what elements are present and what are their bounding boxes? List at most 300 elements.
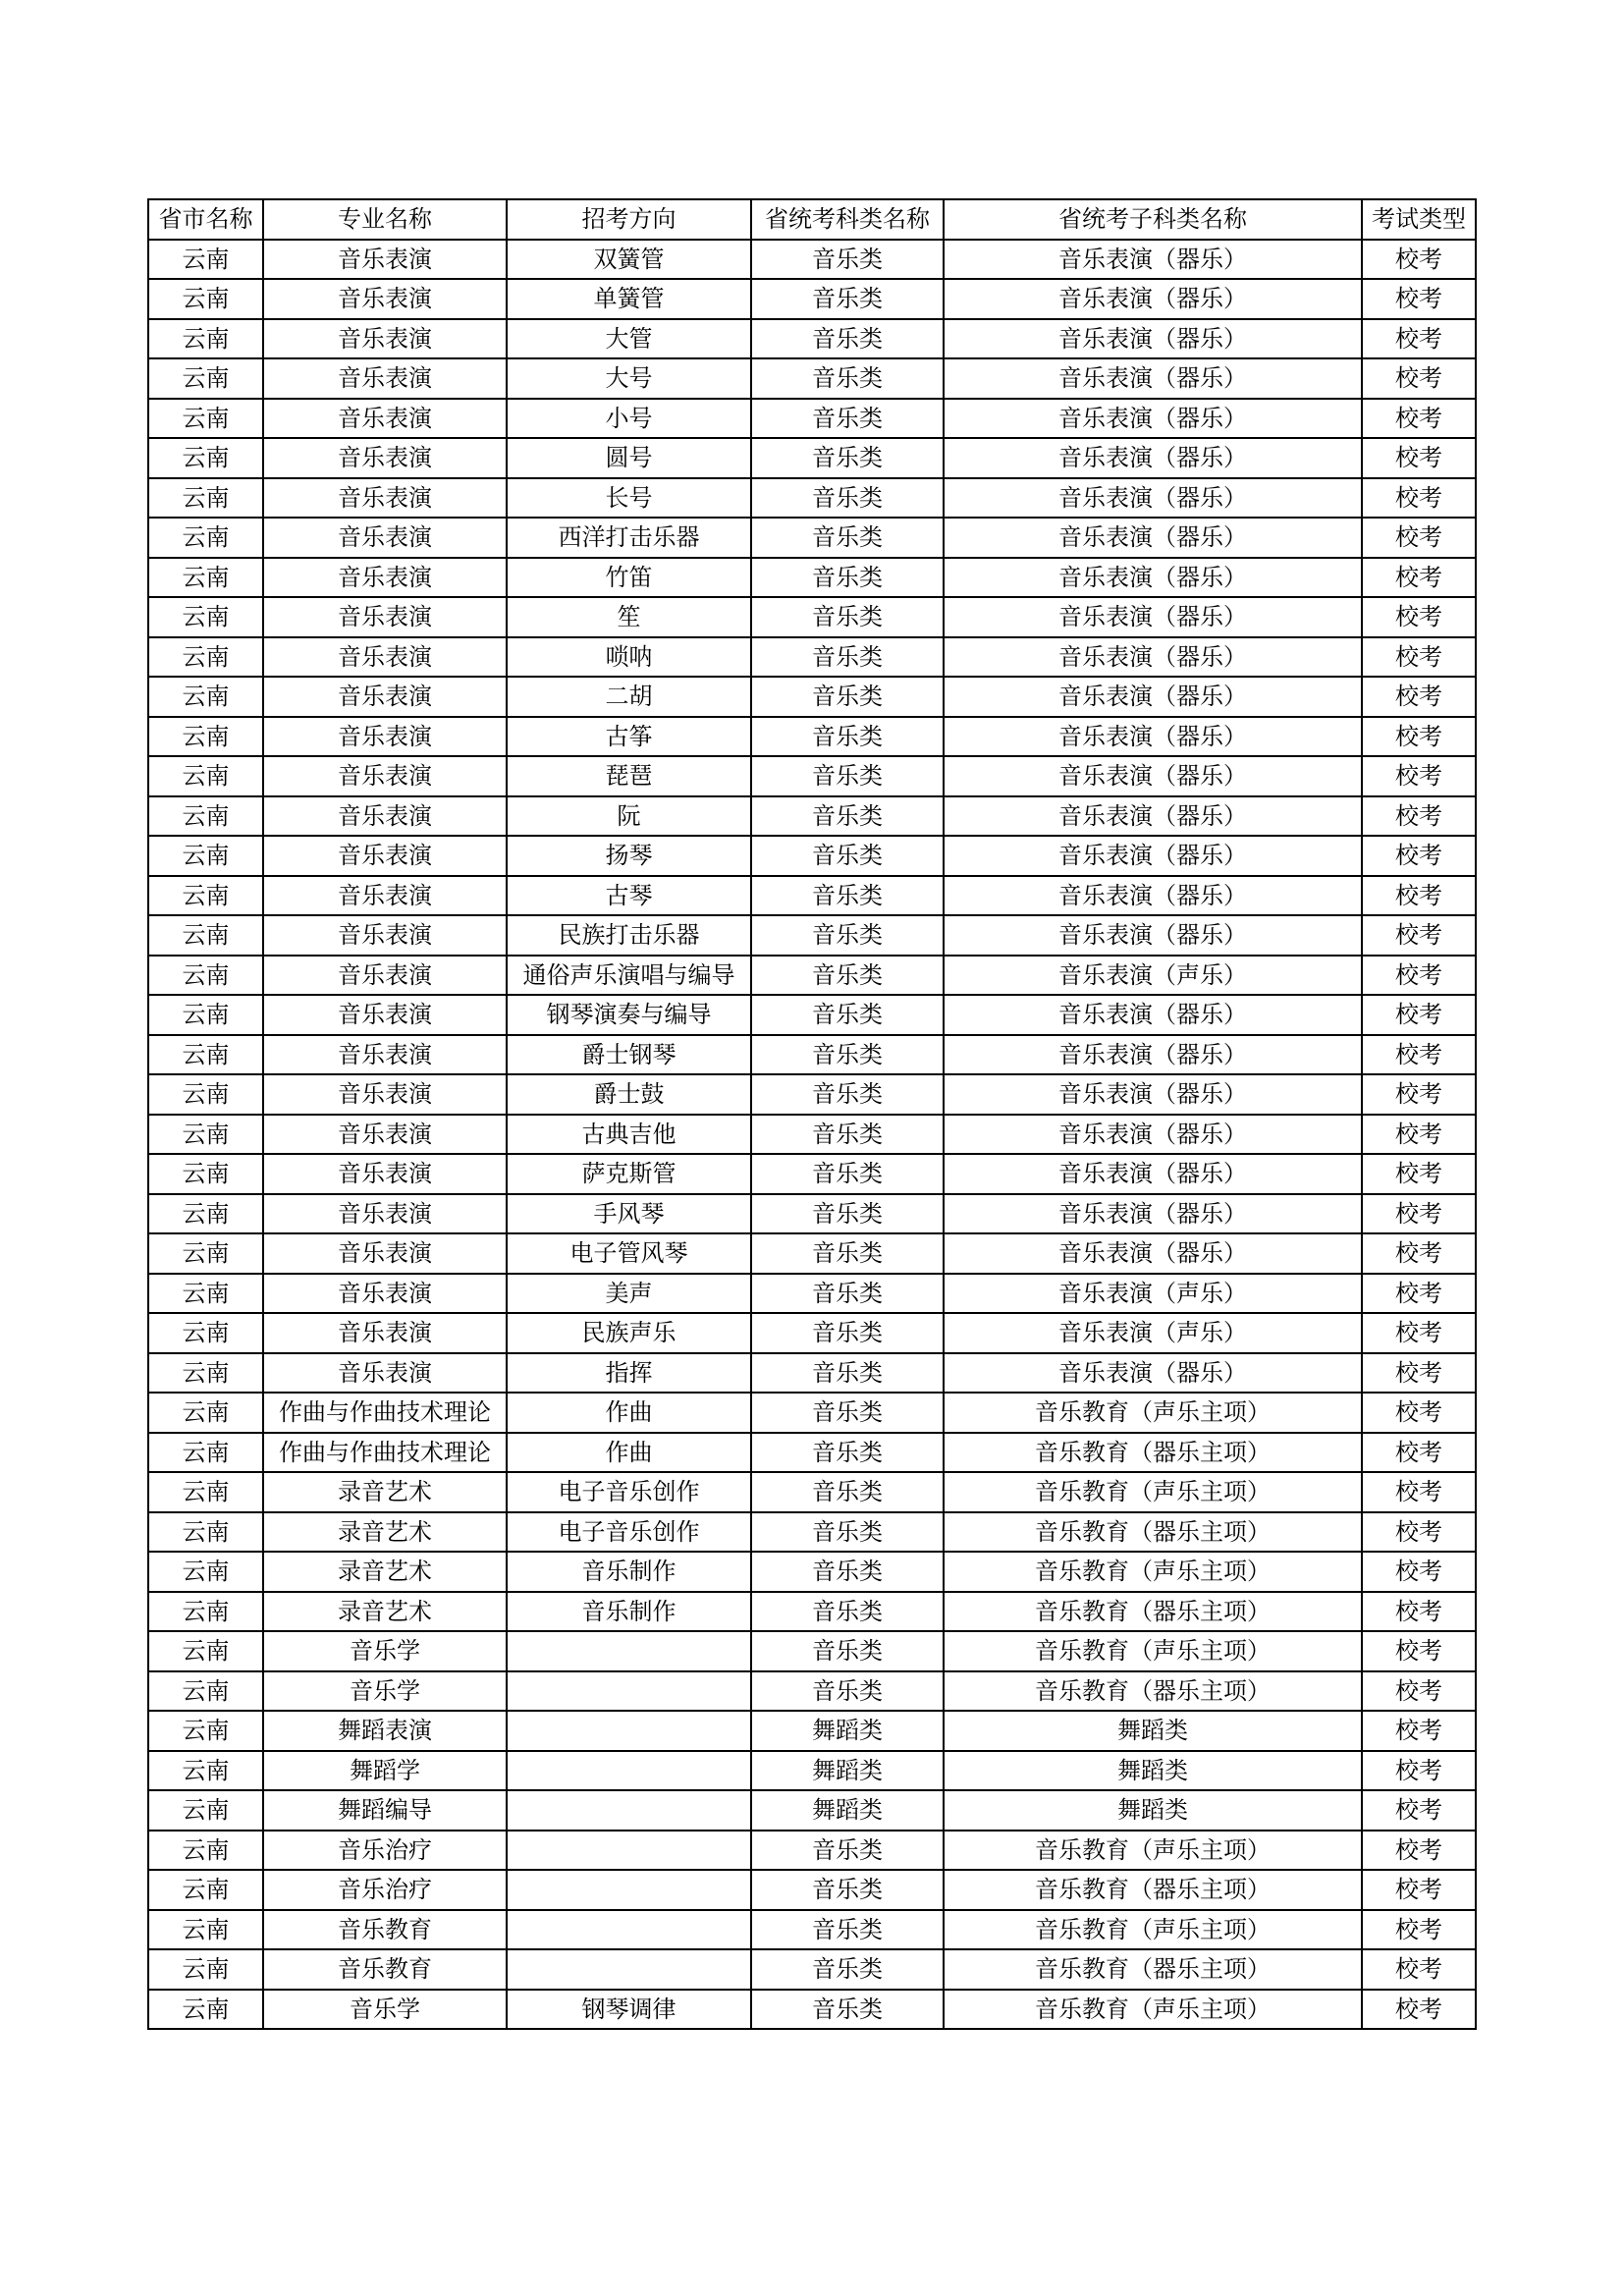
cell-exam-subcategory: 音乐教育（声乐主项） [944,1552,1362,1592]
cell-exam-type: 校考 [1362,1393,1476,1433]
cell-exam-type: 校考 [1362,438,1476,478]
cell-major: 作曲与作曲技术理论 [263,1433,507,1473]
cell-direction [507,1870,751,1910]
cell-exam-type: 校考 [1362,677,1476,717]
cell-direction: 萨克斯管 [507,1154,751,1194]
table-row [148,876,1476,916]
cell-major: 音乐表演 [263,1035,507,1075]
cell-exam-subcategory: 音乐教育（声乐主项） [944,1831,1362,1871]
cell-exam-type: 校考 [1362,1274,1476,1314]
cell-major: 音乐表演 [263,1313,507,1353]
cell-major: 音乐表演 [263,1353,507,1394]
table-row [148,717,1476,757]
cell-exam-subcategory: 音乐教育（器乐主项） [944,1671,1362,1712]
cell-major: 音乐表演 [263,836,507,876]
cell-exam-type: 校考 [1362,1790,1476,1831]
cell-exam-type: 校考 [1362,1831,1476,1871]
cell-exam-category: 音乐类 [751,597,944,637]
cell-major: 音乐表演 [263,876,507,916]
cell-major: 音乐表演 [263,1074,507,1115]
cell-province: 云南 [148,1949,263,1990]
cell-exam-type: 校考 [1362,1711,1476,1751]
cell-exam-category: 音乐类 [751,995,944,1035]
table-row [148,1313,1476,1353]
cell-major: 音乐表演 [263,1194,507,1234]
cell-direction: 音乐制作 [507,1552,751,1592]
cell-province: 云南 [148,1433,263,1473]
table-row [148,319,1476,359]
cell-province: 云南 [148,1194,263,1234]
cell-exam-type: 校考 [1362,1472,1476,1512]
cell-exam-type: 校考 [1362,1433,1476,1473]
cell-exam-type: 校考 [1362,1353,1476,1394]
cell-major: 舞蹈学 [263,1751,507,1791]
cell-exam-subcategory: 音乐表演（器乐） [944,1074,1362,1115]
cell-exam-subcategory: 音乐教育（声乐主项） [944,1990,1362,2030]
cell-direction: 通俗声乐演唱与编导 [507,956,751,996]
table-row [148,1790,1476,1831]
cell-major: 音乐表演 [263,756,507,796]
cell-exam-category: 音乐类 [751,756,944,796]
cell-exam-subcategory: 音乐表演（器乐） [944,438,1362,478]
cell-exam-type: 校考 [1362,1035,1476,1075]
cell-exam-subcategory: 音乐教育（器乐主项） [944,1592,1362,1632]
cell-exam-type: 校考 [1362,1552,1476,1592]
header-province: 省市名称 [148,199,263,240]
admissions-table [147,198,1477,2030]
cell-province: 云南 [148,1592,263,1632]
table-row [148,1074,1476,1115]
cell-exam-type: 校考 [1362,836,1476,876]
cell-exam-type: 校考 [1362,1949,1476,1990]
table-row [148,1512,1476,1553]
cell-exam-type: 校考 [1362,876,1476,916]
cell-exam-category: 音乐类 [751,1552,944,1592]
cell-exam-category: 音乐类 [751,1313,944,1353]
cell-exam-type: 校考 [1362,756,1476,796]
cell-exam-type: 校考 [1362,995,1476,1035]
cell-province: 云南 [148,1274,263,1314]
cell-direction: 电子管风琴 [507,1233,751,1274]
table-row [148,1233,1476,1274]
cell-exam-subcategory: 音乐表演（器乐） [944,836,1362,876]
table-row [148,1671,1476,1712]
cell-exam-category: 音乐类 [751,1233,944,1274]
cell-exam-category: 音乐类 [751,637,944,678]
cell-province: 云南 [148,1631,263,1671]
cell-exam-category: 音乐类 [751,717,944,757]
cell-exam-category: 音乐类 [751,1631,944,1671]
table-row [148,438,1476,478]
cell-exam-category: 音乐类 [751,1671,944,1712]
cell-exam-type: 校考 [1362,1074,1476,1115]
table-row [148,1592,1476,1632]
cell-major: 录音艺术 [263,1472,507,1512]
cell-exam-type: 校考 [1362,478,1476,519]
cell-exam-type: 校考 [1362,1870,1476,1910]
cell-exam-type: 校考 [1362,279,1476,319]
cell-major: 音乐表演 [263,796,507,837]
table-row [148,1831,1476,1871]
table-row [148,1751,1476,1791]
cell-exam-type: 校考 [1362,358,1476,399]
cell-direction: 圆号 [507,438,751,478]
cell-province: 云南 [148,240,263,280]
table-row [148,1711,1476,1751]
cell-exam-type: 校考 [1362,1512,1476,1553]
cell-direction: 大号 [507,358,751,399]
cell-province: 云南 [148,1790,263,1831]
cell-exam-type: 校考 [1362,1233,1476,1274]
cell-exam-type: 校考 [1362,1631,1476,1671]
cell-province: 云南 [148,995,263,1035]
cell-exam-type: 校考 [1362,1592,1476,1632]
table-row [148,756,1476,796]
cell-province: 云南 [148,358,263,399]
cell-major: 舞蹈表演 [263,1711,507,1751]
cell-major: 音乐学 [263,1671,507,1712]
cell-province: 云南 [148,1910,263,1950]
cell-exam-category: 音乐类 [751,1115,944,1155]
cell-province: 云南 [148,876,263,916]
cell-direction: 竹笛 [507,558,751,598]
cell-exam-subcategory: 音乐表演（器乐） [944,558,1362,598]
table-row [148,796,1476,837]
cell-exam-subcategory: 音乐教育（声乐主项） [944,1393,1362,1433]
cell-exam-subcategory: 音乐教育（器乐主项） [944,1512,1362,1553]
cell-direction: 作曲 [507,1433,751,1473]
cell-province: 云南 [148,836,263,876]
cell-province: 云南 [148,597,263,637]
header-direction: 招考方向 [507,199,751,240]
cell-exam-subcategory: 音乐表演（器乐） [944,518,1362,558]
cell-direction: 民族声乐 [507,1313,751,1353]
header-exam-type: 考试类型 [1362,199,1476,240]
cell-direction: 古琴 [507,876,751,916]
table-row [148,1154,1476,1194]
cell-exam-category: 音乐类 [751,836,944,876]
table-row [148,558,1476,598]
table-row [148,1274,1476,1314]
cell-exam-category: 音乐类 [751,1274,944,1314]
cell-exam-subcategory: 音乐表演（器乐） [944,1154,1362,1194]
cell-province: 云南 [148,915,263,956]
cell-province: 云南 [148,637,263,678]
table-row [148,637,1476,678]
cell-exam-category: 音乐类 [751,240,944,280]
table-row [148,518,1476,558]
cell-major: 音乐教育 [263,1910,507,1950]
cell-exam-category: 音乐类 [751,876,944,916]
cell-exam-category: 音乐类 [751,279,944,319]
cell-direction: 西洋打击乐器 [507,518,751,558]
cell-province: 云南 [148,677,263,717]
cell-exam-category: 音乐类 [751,1074,944,1115]
cell-direction: 电子音乐创作 [507,1472,751,1512]
cell-exam-type: 校考 [1362,956,1476,996]
cell-exam-category: 音乐类 [751,399,944,439]
cell-major: 音乐表演 [263,558,507,598]
cell-exam-subcategory: 音乐表演（器乐） [944,677,1362,717]
cell-province: 云南 [148,279,263,319]
cell-province: 云南 [148,1353,263,1394]
table-body [148,240,1476,2030]
cell-exam-category: 音乐类 [751,1353,944,1394]
cell-exam-subcategory: 音乐表演（器乐） [944,1194,1362,1234]
table-row [148,995,1476,1035]
cell-province: 云南 [148,1711,263,1751]
cell-direction [507,1790,751,1831]
cell-province: 云南 [148,717,263,757]
cell-direction [507,1711,751,1751]
table-row [148,1194,1476,1234]
cell-exam-type: 校考 [1362,518,1476,558]
table-row [148,1353,1476,1394]
cell-exam-category: 音乐类 [751,796,944,837]
cell-exam-subcategory: 音乐表演（器乐） [944,1233,1362,1274]
cell-exam-subcategory: 音乐表演（器乐） [944,1035,1362,1075]
cell-province: 云南 [148,319,263,359]
cell-exam-category: 音乐类 [751,1433,944,1473]
cell-exam-subcategory: 音乐表演（器乐） [944,796,1362,837]
cell-province: 云南 [148,478,263,519]
cell-exam-category: 音乐类 [751,518,944,558]
cell-major: 音乐教育 [263,1949,507,1990]
cell-major: 音乐表演 [263,717,507,757]
cell-major: 音乐表演 [263,319,507,359]
cell-exam-subcategory: 音乐表演（器乐） [944,240,1362,280]
cell-direction: 笙 [507,597,751,637]
cell-direction: 音乐制作 [507,1592,751,1632]
cell-province: 云南 [148,1990,263,2030]
table-row [148,597,1476,637]
cell-exam-category: 音乐类 [751,1512,944,1553]
table-row [148,1433,1476,1473]
cell-exam-category: 音乐类 [751,478,944,519]
cell-major: 音乐表演 [263,1154,507,1194]
cell-major: 音乐表演 [263,677,507,717]
cell-major: 音乐表演 [263,279,507,319]
cell-province: 云南 [148,756,263,796]
table-row [148,1115,1476,1155]
cell-direction: 二胡 [507,677,751,717]
table-row [148,836,1476,876]
cell-major: 音乐表演 [263,956,507,996]
cell-exam-category: 音乐类 [751,1393,944,1433]
cell-direction: 爵士钢琴 [507,1035,751,1075]
table-row [148,240,1476,280]
cell-exam-type: 校考 [1362,319,1476,359]
cell-province: 云南 [148,1552,263,1592]
cell-exam-category: 音乐类 [751,1990,944,2030]
cell-direction: 大管 [507,319,751,359]
cell-exam-category: 音乐类 [751,438,944,478]
cell-province: 云南 [148,956,263,996]
cell-direction: 钢琴调律 [507,1990,751,2030]
header-exam-subcategory: 省统考子科类名称 [944,199,1362,240]
cell-exam-category: 音乐类 [751,1194,944,1234]
cell-direction [507,1751,751,1791]
cell-exam-subcategory: 音乐表演（器乐） [944,876,1362,916]
cell-exam-subcategory: 音乐教育（声乐主项） [944,1472,1362,1512]
header-exam-category: 省统考科类名称 [751,199,944,240]
cell-major: 音乐治疗 [263,1831,507,1871]
cell-major: 音乐学 [263,1990,507,2030]
cell-exam-category: 音乐类 [751,1035,944,1075]
cell-province: 云南 [148,1313,263,1353]
cell-major: 音乐表演 [263,637,507,678]
table-row [148,1910,1476,1950]
cell-exam-category: 音乐类 [751,1949,944,1990]
cell-exam-category: 音乐类 [751,915,944,956]
cell-exam-subcategory: 音乐表演（器乐） [944,915,1362,956]
cell-exam-type: 校考 [1362,1313,1476,1353]
cell-exam-subcategory: 音乐表演（器乐） [944,358,1362,399]
cell-direction: 古筝 [507,717,751,757]
cell-major: 音乐表演 [263,399,507,439]
table-row [148,956,1476,996]
table-row [148,1393,1476,1433]
cell-exam-type: 校考 [1362,1154,1476,1194]
cell-exam-subcategory: 舞蹈类 [944,1751,1362,1791]
cell-exam-subcategory: 音乐表演（声乐） [944,956,1362,996]
cell-province: 云南 [148,1512,263,1553]
cell-exam-subcategory: 音乐表演（器乐） [944,597,1362,637]
cell-exam-subcategory: 舞蹈类 [944,1711,1362,1751]
cell-exam-type: 校考 [1362,796,1476,837]
cell-exam-subcategory: 音乐表演（器乐） [944,995,1362,1035]
cell-direction: 电子音乐创作 [507,1512,751,1553]
cell-exam-subcategory: 音乐表演（器乐） [944,478,1362,519]
cell-exam-subcategory: 音乐表演（器乐） [944,319,1362,359]
cell-province: 云南 [148,1233,263,1274]
cell-exam-type: 校考 [1362,399,1476,439]
cell-exam-subcategory: 音乐教育（声乐主项） [944,1910,1362,1950]
table-row [148,1552,1476,1592]
table-row [148,915,1476,956]
cell-direction: 指挥 [507,1353,751,1394]
cell-exam-type: 校考 [1362,1990,1476,2030]
cell-exam-type: 校考 [1362,1194,1476,1234]
table-row [148,279,1476,319]
cell-exam-category: 音乐类 [751,1154,944,1194]
table-row [148,358,1476,399]
cell-exam-subcategory: 音乐表演（器乐） [944,399,1362,439]
cell-province: 云南 [148,1831,263,1871]
cell-major: 音乐表演 [263,995,507,1035]
cell-province: 云南 [148,558,263,598]
table-row [148,1035,1476,1075]
cell-province: 云南 [148,399,263,439]
header-major: 专业名称 [263,199,507,240]
cell-exam-type: 校考 [1362,1671,1476,1712]
cell-direction [507,1910,751,1950]
table-row [148,1631,1476,1671]
cell-exam-category: 音乐类 [751,558,944,598]
table-row [148,1990,1476,2030]
cell-exam-category: 音乐类 [751,1910,944,1950]
cell-direction [507,1831,751,1871]
cell-exam-subcategory: 音乐表演（声乐） [944,1313,1362,1353]
cell-exam-category: 舞蹈类 [751,1790,944,1831]
cell-province: 云南 [148,1393,263,1433]
cell-exam-subcategory: 音乐表演（器乐） [944,637,1362,678]
cell-province: 云南 [148,1472,263,1512]
cell-exam-type: 校考 [1362,637,1476,678]
cell-direction: 手风琴 [507,1194,751,1234]
cell-direction: 琵琶 [507,756,751,796]
cell-exam-category: 音乐类 [751,1870,944,1910]
cell-major: 音乐表演 [263,915,507,956]
cell-direction [507,1949,751,1990]
cell-exam-subcategory: 音乐教育（声乐主项） [944,1631,1362,1671]
cell-exam-subcategory: 音乐表演（声乐） [944,1274,1362,1314]
cell-exam-subcategory: 音乐教育（器乐主项） [944,1949,1362,1990]
table-row [148,677,1476,717]
cell-major: 音乐表演 [263,438,507,478]
cell-direction: 爵士鼓 [507,1074,751,1115]
cell-major: 录音艺术 [263,1552,507,1592]
cell-exam-subcategory: 音乐教育（器乐主项） [944,1433,1362,1473]
table-header-row [148,199,1476,240]
cell-exam-category: 舞蹈类 [751,1711,944,1751]
cell-exam-type: 校考 [1362,1910,1476,1950]
cell-direction: 小号 [507,399,751,439]
cell-exam-type: 校考 [1362,558,1476,598]
cell-exam-category: 音乐类 [751,358,944,399]
cell-exam-subcategory: 音乐表演（器乐） [944,756,1362,796]
cell-exam-type: 校考 [1362,717,1476,757]
cell-province: 云南 [148,438,263,478]
cell-major: 音乐表演 [263,1115,507,1155]
cell-direction [507,1671,751,1712]
cell-province: 云南 [148,1751,263,1791]
cell-province: 云南 [148,1035,263,1075]
cell-province: 云南 [148,1671,263,1712]
cell-major: 音乐表演 [263,597,507,637]
cell-direction: 双簧管 [507,240,751,280]
cell-exam-subcategory: 舞蹈类 [944,1790,1362,1831]
cell-exam-subcategory: 音乐教育（器乐主项） [944,1870,1362,1910]
cell-exam-type: 校考 [1362,1751,1476,1791]
cell-major: 音乐表演 [263,358,507,399]
cell-exam-category: 音乐类 [751,1592,944,1632]
cell-province: 云南 [148,796,263,837]
cell-direction: 唢呐 [507,637,751,678]
cell-direction: 阮 [507,796,751,837]
cell-exam-subcategory: 音乐表演（器乐） [944,1115,1362,1155]
cell-province: 云南 [148,1074,263,1115]
cell-direction [507,1631,751,1671]
cell-exam-category: 音乐类 [751,1831,944,1871]
cell-direction: 美声 [507,1274,751,1314]
cell-direction: 长号 [507,478,751,519]
cell-exam-type: 校考 [1362,240,1476,280]
cell-major: 音乐表演 [263,1233,507,1274]
cell-direction: 古典吉他 [507,1115,751,1155]
table-row [148,1472,1476,1512]
cell-exam-type: 校考 [1362,597,1476,637]
cell-major: 音乐表演 [263,1274,507,1314]
cell-major: 音乐表演 [263,518,507,558]
cell-major: 作曲与作曲技术理论 [263,1393,507,1433]
cell-direction: 民族打击乐器 [507,915,751,956]
cell-major: 音乐学 [263,1631,507,1671]
cell-direction: 单簧管 [507,279,751,319]
cell-major: 音乐治疗 [263,1870,507,1910]
cell-province: 云南 [148,518,263,558]
cell-province: 云南 [148,1115,263,1155]
